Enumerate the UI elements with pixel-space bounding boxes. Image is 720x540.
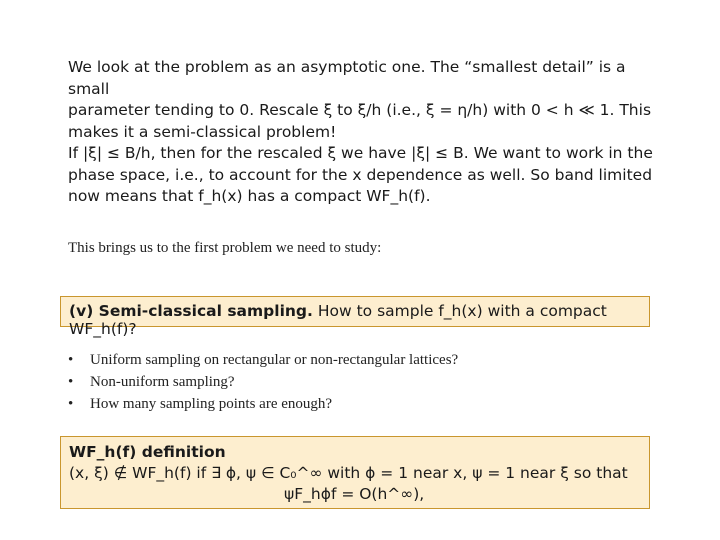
paragraph-line: parameter tending to 0. Rescale ξ to ξ/h (i.e., ξ = η/h) with 0 < h ≪ 1. This (68, 101, 652, 119)
list-item-text: Non-uniform sampling? (90, 374, 235, 390)
definition-line: ψF_hϕf = O(h^∞), (284, 485, 425, 503)
paragraph-asymptotic (68, 57, 658, 143)
question-list (68, 349, 458, 415)
problem-text: How to sample f_h(x) with a compact WF_h(f)? (69, 302, 607, 338)
bullet-icon: • (68, 374, 74, 390)
paragraph-band-limited (68, 143, 658, 208)
list-item-text: How many sampling points are enough? (90, 396, 333, 412)
list-item (68, 349, 458, 371)
problem-label: (v) Semi-classical sampling. (69, 302, 313, 320)
paragraph-line: If |ξ| ≤ B/h, then for the rescaled ξ we have |ξ| ≤ B. We want to work in the (68, 144, 653, 162)
list-item-text: Uniform sampling on rectangular or non-rectangular lattices? (90, 352, 459, 368)
paragraph-line: makes it a semi-classical problem! (68, 122, 337, 141)
paragraph-line: now means that f_h(x) has a compact WF_h(f). (68, 187, 431, 205)
bullet-icon: • (68, 396, 74, 412)
definition-line: (x, ξ) ∉ WF_h(f) if ∃ ϕ, ψ ∈ C₀^∞ with ϕ = 1 near x, ψ = 1 near ξ so that (69, 464, 628, 482)
list-item (68, 393, 458, 415)
bullet-icon: • (68, 352, 74, 368)
problem-box (60, 296, 650, 338)
list-item (68, 371, 458, 393)
definition-box (60, 436, 650, 509)
paragraph-line: We look at the problem as an asymptotic one. The “smallest detail” is a small (68, 58, 626, 98)
paragraph-line: phase space, i.e., to account for the x dependence as well. So band limited (68, 165, 653, 184)
definition-title: WF_h(f) definition (69, 443, 226, 461)
intro-sentence: This brings us to the first problem we need to study: (68, 240, 382, 256)
